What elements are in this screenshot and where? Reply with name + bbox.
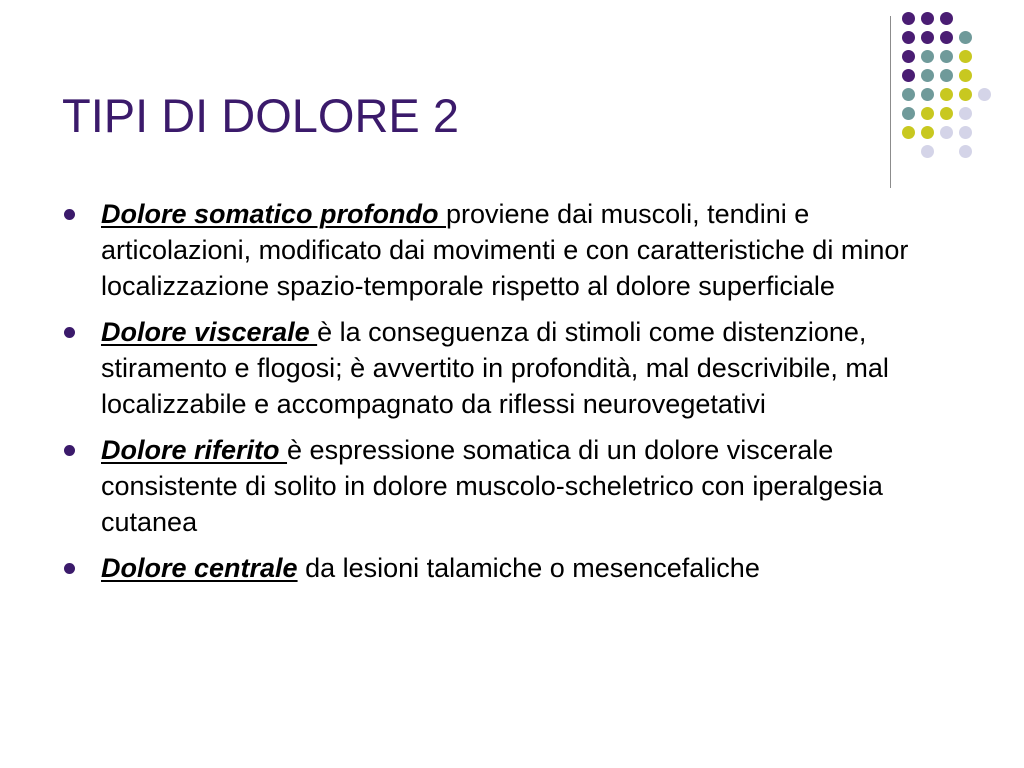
ornament-dot [902,12,915,25]
bullet-text: proviene dai muscoli, tendini e articolazioni, modificato dai movimenti e con caratteristiche di minor localizzazione spazio-temporale rispetto al dolore superficiale [101,199,909,301]
ornament-dot [902,69,915,82]
ornament-dot [940,126,953,139]
ornament-dot [902,126,915,139]
ornament-dot [959,145,972,158]
bullet-text: da lesioni talamiche o mesencefaliche [297,553,760,583]
bullet-item-somatico-profondo [62,196,962,304]
ornament-dot [921,107,934,120]
ornament-dot [940,69,953,82]
ornament-dot [921,12,934,25]
ornament-dot [959,88,972,101]
bullet-item-centrale [62,550,962,586]
ornament-dot [921,31,934,44]
bullet-text: è espressione somatica di un dolore viscerale consistente di solito in dolore muscolo-scheletrico con iperalgesia cutanea [101,435,883,537]
bullet-dot-icon [64,563,75,574]
ornament-dot [921,145,934,158]
ornament-dot [940,12,953,25]
ornament-dot [978,88,991,101]
bullet-term: Dolore viscerale [101,317,318,347]
bullet-list [62,196,962,596]
ornament-dot [959,126,972,139]
bullet-dot-icon [64,209,75,220]
vertical-divider [890,16,891,188]
ornament-dot [959,50,972,63]
bullet-item-riferito [62,432,962,540]
dot-grid-ornament [902,12,1012,172]
ornament-dot [959,31,972,44]
slide-title: TIPI DI DOLORE 2 [62,89,459,142]
ornament-dot [940,31,953,44]
ornament-dot [940,107,953,120]
bullet-dot-icon [64,445,75,456]
ornament-dot [940,88,953,101]
bullet-dot-icon [64,327,75,338]
bullet-term: Dolore riferito [101,435,288,465]
ornament-dot [902,31,915,44]
ornament-dot [902,107,915,120]
ornament-dot [959,69,972,82]
bullet-term: Dolore centrale [101,553,298,583]
ornament-dot [940,50,953,63]
bullet-item-viscerale [62,314,962,422]
ornament-dot [959,107,972,120]
bullet-text: è la conseguenza di stimoli come distenzione, stiramento e flogosi; è avvertito in profondità, mal descrivibile, mal localizzabile e accompagnato da riflessi neurovegetativi [101,317,889,419]
ornament-dot [921,126,934,139]
bullet-term: Dolore somatico profondo [101,199,447,229]
ornament-dot [921,69,934,82]
ornament-dot [902,50,915,63]
ornament-dot [921,88,934,101]
ornament-dot [902,88,915,101]
ornament-dot [921,50,934,63]
